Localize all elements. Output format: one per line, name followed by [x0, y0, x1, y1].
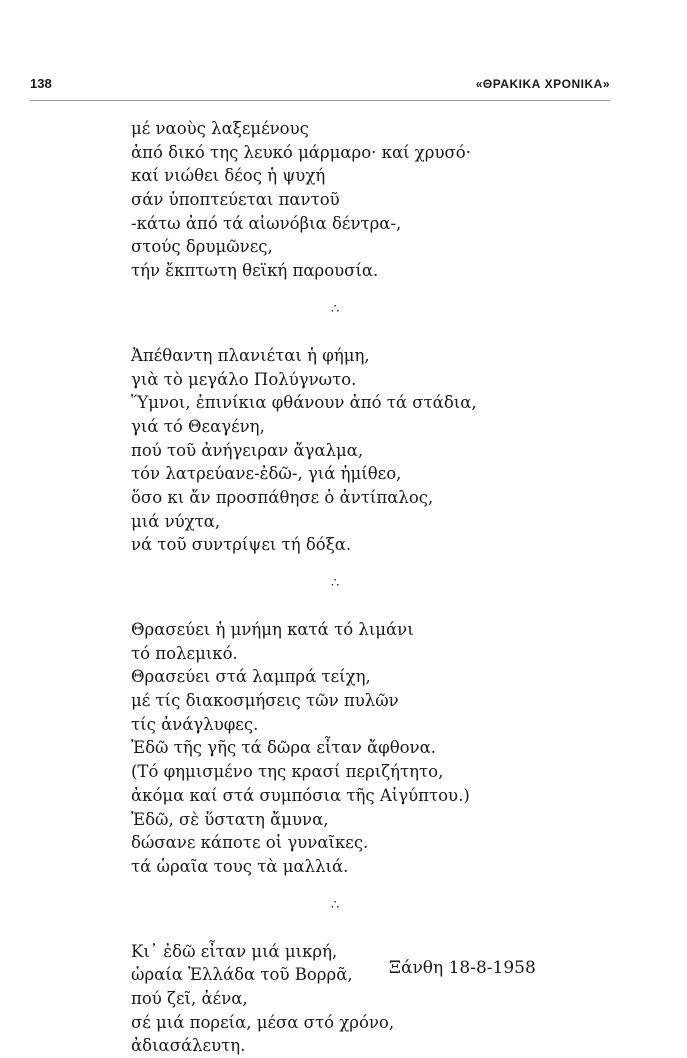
poem-line: σέ μιά πορεία, μέσα στό χρόνο, [131, 1012, 395, 1032]
poem-line: νά τοῦ συντρίψει τή δόξα. [131, 535, 352, 555]
poem-line: ἀκόμα καί στά συμπόσια τῆς Αἰγύπτου.) [131, 785, 470, 805]
header-rule [30, 100, 610, 101]
stanza-2 [131, 344, 581, 557]
poem-line: -κάτω ἀπό τά αἰωνόβια δέντρα-, [131, 213, 402, 233]
poem-line: πού τοῦ ἀνήγειραν ἄγαλμα, [131, 440, 364, 460]
page-header [30, 76, 610, 96]
poem-line: δώσανε κάποτε οἱ γυναῖκες. [131, 833, 369, 853]
poem-line: Θρασεύει ἡ μνήμη κατά τό λιμάνι [131, 620, 414, 639]
poem-line: ἀδιασάλευτη. [131, 1036, 246, 1056]
poem-line: ὡραία Ἑλλάδα τοῦ Βορρᾶ, [131, 965, 353, 985]
poem-body [131, 117, 581, 1058]
poem-line: σάν ὑποπτεύεται παντοῦ [131, 190, 340, 210]
poem-line: γιά τό Θεαγένη, [131, 416, 265, 436]
poem-line: Θρασεύει στά λαμπρά τείχη, [131, 667, 371, 687]
stanza-separator [131, 879, 581, 940]
stanza-1 [131, 117, 581, 283]
running-title: «ΘΡΑΚΙΚΑ ΧΡΟΝΙΚΑ» [475, 77, 610, 91]
poem-line: Ἐδῶ, σὲ ὕστατη ἄμυνα, [131, 809, 329, 829]
poem-line: γιὰ τὸ μεγάλο Πολύγνωτο. [131, 369, 357, 389]
place-date-signature: Ξάνθη 18-8-1958 [389, 958, 536, 978]
poem-line: τό πολεμικό. [131, 643, 238, 663]
poem-line: Κι᾽ ἐδῶ εἶταν μιά μικρή, [131, 941, 338, 961]
poem-line: πού ζεῖ, ἀένα, [131, 988, 248, 1008]
poem-line: (Τό φημισμένο της κρασί περιζήτητο, [131, 762, 444, 782]
poem-line: μέ τίς διακοσμήσεις τῶν πυλῶν [131, 691, 399, 711]
stanza-separator [131, 557, 581, 618]
poem-line: τίς ἀνάγλυφες. [131, 714, 259, 734]
poem-line: καί νιώθει δέος ἡ ψυχή [131, 166, 326, 186]
three-dots-ornament: ∴ [331, 301, 340, 317]
three-dots-ornament: ∴ [331, 897, 340, 913]
poem-line: μιά νύχτα, [131, 511, 221, 531]
poem-line: τά ὡραῖα τους τὰ μαλλιά. [131, 856, 349, 876]
poem-line: Ἐδῶ τῆς γῆς τά δῶρα εἶταν ἄφθονα. [131, 738, 436, 758]
stanza-separator [131, 283, 581, 344]
poem-line: μέ ναοὺς λαξεμένους [131, 119, 309, 138]
poem-line: τόν λατρεύανε-ἐδῶ-, γιά ἡμίθεο, [131, 464, 402, 484]
three-dots-ornament: ∴ [331, 576, 340, 591]
poem-line: τήν ἔκπτωτη θεϊκή παρουσία. [131, 261, 379, 281]
poem-line: ὅσο κι ἄν προσπάθησε ὁ ἀντίπαλος, [131, 487, 434, 507]
page-number: 138 [30, 76, 52, 91]
stanza-3 [131, 618, 581, 879]
poem-line: ἀπό δικό της λευκό μάρμαρο· καί χρυσό· [131, 142, 471, 162]
poem-line: στούς δρυμῶνες, [131, 237, 273, 257]
poem-line: Ἀπέθαντη πλανιέται ἡ φήμη, [131, 345, 370, 365]
poem-line: Ὕμνοι, ἐπινίκια φθάνουν ἀπό τά στάδια, [131, 393, 477, 413]
